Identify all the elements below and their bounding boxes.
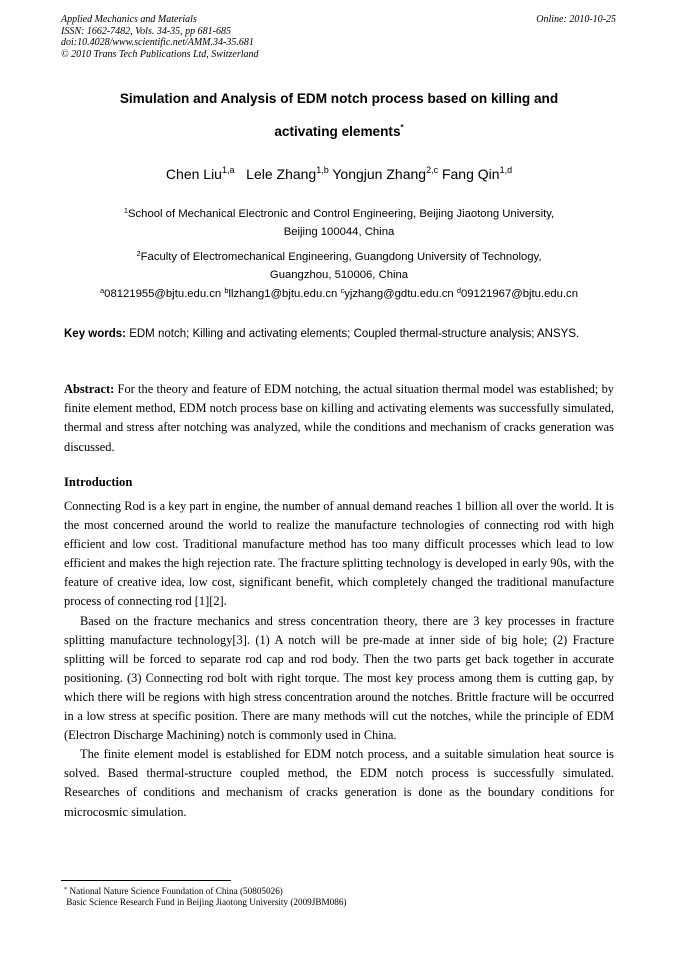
email-sup: a <box>100 286 105 295</box>
footnote-block <box>64 884 346 908</box>
affiliation-2 <box>61 245 617 284</box>
body-paragraph: The finite element model is established for EDM notch process, and a suitable simulation heat source is solved. Based thermal-structure coupled method, the EDM notch process is successfully simulated. Researches of conditions and mechanism of cracks generation is done as the boundary conditions for microcosmic simulation. <box>64 747 614 819</box>
keywords-label: Key words: <box>64 328 126 340</box>
abstract-text: For the theory and feature of EDM notching, the actual situation thermal model was established; by finite element method, EDM notch process base on killing and activating elements was successfully simulated, thermal and stress after notching was analyzed, while the conditions and mechanism of cracks generation was discussed. <box>64 382 614 454</box>
email-address[interactable]: llzhang1@bjtu.edu.cn <box>228 288 338 300</box>
footnote-divider <box>61 880 231 881</box>
footnote-line: Basic Science Research Fund in Beijing Jiaotong University (2009JBM086) <box>66 897 347 907</box>
author-name: Fang Qin <box>441 166 500 182</box>
keywords-block <box>64 325 614 343</box>
email-sup: b <box>224 286 229 295</box>
body-paragraph: Connecting Rod is a key part in engine, the number of annual demand reaches 1 billion all over the world. It is the most concerned around the world to realize the manufacture technologies of connecting rod with high efficient and low cost. Traditional manufacture method has too many difficult processes which lead to low efficient and makes the high rejection rate. The fracture splitting technology is developed in early 90s, with the feature of creative idea, low cost, significant benefit, which completely changed the traditional manufacture process of connecting rod [1][2]. <box>64 499 614 609</box>
email-address[interactable]: 09121967@bjtu.edu.cn <box>460 288 578 300</box>
email-sup: c <box>340 286 345 295</box>
online-date: Online: 2010-10-25 <box>536 14 616 25</box>
keywords-text: EDM notch; Killing and activating elements; Coupled thermal-structure analysis; ANSYS. <box>129 328 580 340</box>
affiliation-line: School of Mechanical Electronic and Control Engineering, Beijing Jiaotong University, <box>128 208 555 220</box>
journal-name: Applied Mechanics and Materials <box>61 14 197 25</box>
author-affil-sup: 1,b <box>316 165 329 175</box>
affiliation-line: Faculty of Electromechanical Engineering, Guangdong University of Technology, <box>140 251 542 263</box>
author-list <box>61 165 617 182</box>
footnote-line: National Nature Science Foundation of China (50805026) <box>69 886 283 896</box>
introduction-body <box>64 497 614 822</box>
paper-title-line-2 <box>61 123 617 139</box>
affiliation-line: Beijing 100044, China <box>283 226 395 238</box>
copyright-line: © 2010 Trans Tech Publications Ltd, Switzerland <box>61 48 259 60</box>
doi-line: doi:10.4028/www.scientific.net/AMM.34-35.681 <box>61 37 254 48</box>
email-list <box>61 286 617 300</box>
author-name: Yongjun Zhang <box>332 166 427 182</box>
email-address[interactable]: yjzhang@gdtu.edu.cn <box>344 288 454 300</box>
email-sup: d <box>456 286 461 295</box>
author-name: Chen Liu <box>165 166 222 182</box>
affiliation-line: Guangzhou, 510006, China <box>269 269 409 281</box>
affiliation-sup: 2 <box>136 249 141 258</box>
author-name: Lele Zhang <box>246 166 317 182</box>
abstract-block <box>64 380 614 457</box>
section-heading-introduction: Introduction <box>64 475 133 489</box>
affiliation-1 <box>61 202 617 241</box>
paper-title-line-2-text: activating elements <box>274 124 401 139</box>
title-footnote-mark: * <box>400 123 404 132</box>
body-paragraph: Based on the fracture mechanics and stress concentration theory, there are 3 key processes in fracture splitting manufacture technology[3]. (1) A notch will be pre-made at inner side of big hole; (2) Fracture splitting will be forced to separate rod cap and rod body. Then the two parts get back together in accurate positioning. (3) Connecting rod bolt with right torque. The most key process among them is cutting gap, by which there will be regions with high stress concentration around the notches. Brittle fracture will be occurred in a low stress at specific position. There are many methods will cut the notches, while the principle of EDM (Electron Discharge Machining) notch is commonly used in China. <box>64 613 614 743</box>
affiliation-sup: 1 <box>123 206 128 215</box>
journal-header <box>61 14 259 60</box>
author-affil-sup: 1,a <box>221 165 235 175</box>
issn-line: ISSN: 1662-7482, Vols. 34-35, pp 681-685 <box>61 25 231 37</box>
email-address[interactable]: 08121955@bjtu.edu.cn <box>104 288 222 300</box>
author-affil-sup: 2,c <box>426 165 439 175</box>
footnote-mark: * <box>64 886 68 893</box>
abstract-label: Abstract: <box>64 382 115 396</box>
author-affil-sup: 1,d <box>499 165 513 175</box>
paper-title-line-1: Simulation and Analysis of EDM notch process based on killing and <box>119 91 559 106</box>
